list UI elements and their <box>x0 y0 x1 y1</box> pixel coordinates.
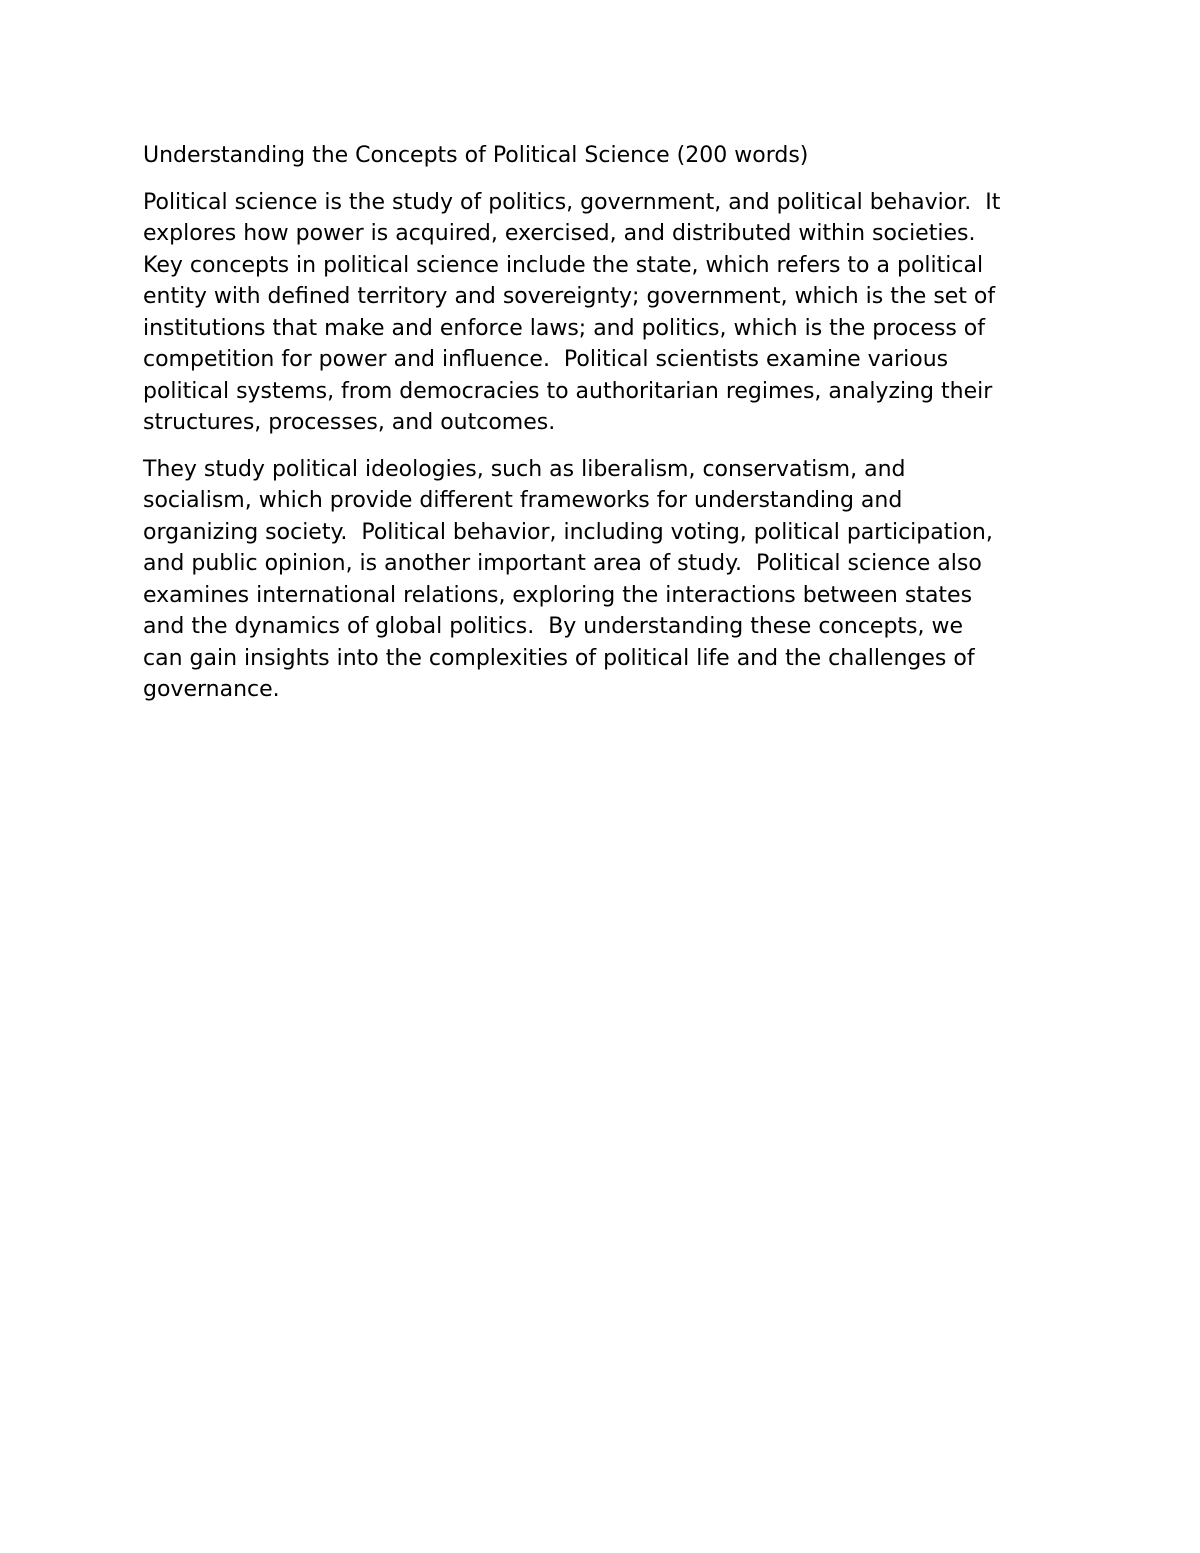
document-body <box>143 140 1073 721</box>
document-title: Understanding the Concepts of Political Science (200 words) <box>143 143 809 168</box>
paragraph-line: governance. <box>143 677 280 702</box>
paragraph-line: and public opinion, is another important area of study. Political science also <box>143 551 982 576</box>
paragraph-line: institutions that make and enforce laws; and politics, which is the process of <box>143 315 985 341</box>
paragraph-line: examines international relations, exploring the interactions between states <box>143 582 973 608</box>
paragraph-line: Political science is the study of politics, government, and political behavior. It <box>143 189 1001 215</box>
paragraph-line: can gain insights into the complexities of political life and the challenges of <box>143 645 975 671</box>
paragraph-line: and the dynamics of global politics. By understanding these concepts, we <box>143 614 964 639</box>
paragraph-line: structures, processes, and outcomes. <box>143 410 556 435</box>
paragraph-1 <box>143 187 1073 439</box>
paragraph-2 <box>143 454 1073 706</box>
paragraph-line: explores how power is acquired, exercised, and distributed within societies. <box>143 221 976 246</box>
paragraph-line: competition for power and influence. Political scientists examine various <box>143 347 949 372</box>
paragraph-line: organizing society. Political behavior, including voting, political participation, <box>143 519 993 545</box>
paragraph-line: They study political ideologies, such as liberalism, conservatism, and <box>143 456 906 482</box>
paragraph-line: political systems, from democracies to authoritarian regimes, analyzing their <box>143 378 993 404</box>
paragraph-line: socialism, which provide different frameworks for understanding and <box>143 488 903 513</box>
paragraph-line: Key concepts in political science include the state, which refers to a political <box>143 252 984 278</box>
paragraph-line: entity with defined territory and sovereignty; government, which is the set of <box>143 284 996 309</box>
